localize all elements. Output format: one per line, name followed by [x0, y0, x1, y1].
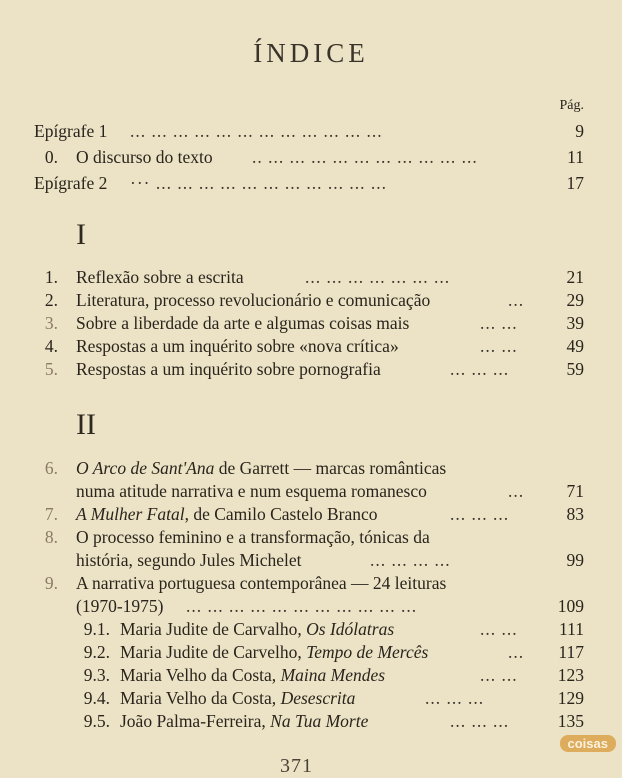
entry-dots: ... ...	[480, 336, 518, 356]
entry-dots: ... ... ...	[450, 504, 510, 524]
entry-dots: ... ...	[480, 665, 518, 685]
entry-title-rest: Maria Velho da Costa,	[120, 688, 281, 708]
entry-title: história, segundo Jules Michelet	[76, 550, 302, 570]
toc-entry[interactable]	[0, 172, 622, 194]
entry-dots: ... ... ... ...	[370, 550, 451, 570]
entry-title: Sobre a liberdade da arte e algumas coisas mais	[76, 313, 410, 333]
entry-number: 9.	[44, 573, 58, 593]
entry-dots: ... ...	[480, 313, 518, 333]
entry-title-rest: , de Camilo Castelo Branco	[184, 504, 378, 524]
section-heading-ii: II	[76, 408, 96, 441]
toc-entry[interactable]	[0, 266, 622, 288]
entry-title-rest: Maria Judite de Carvelho,	[120, 642, 307, 662]
toc-entry[interactable]	[0, 289, 622, 311]
entry-title: numa atitude narrativa e num esquema romanesco	[76, 481, 427, 501]
entry-dots: ...	[508, 481, 525, 501]
entry-page: 99	[566, 550, 584, 570]
toc-entry[interactable]	[0, 312, 622, 334]
entry-title-rest: João Palma-Ferreira,	[120, 711, 271, 731]
entry-title: A narrativa portuguesa contemporânea — 24 leituras	[76, 573, 447, 593]
section-heading-i: I	[76, 218, 86, 251]
entry-title: Respostas a um inquérito sobre «nova crítica»	[76, 336, 399, 356]
entry-title	[120, 664, 385, 686]
toc-entry[interactable]	[0, 120, 622, 142]
entry-number: 0.	[44, 147, 58, 167]
page-title: ÍNDICE	[253, 38, 369, 68]
entry-number: 3.	[44, 313, 58, 333]
page-column-label: Pág.	[559, 98, 584, 113]
entry-page: 111	[559, 619, 584, 639]
toc-entry[interactable]	[0, 641, 622, 663]
entry-title-rest: de Garrett — marcas românticas	[214, 458, 447, 478]
entry-dots: .. ... ... ... ... ... ... ... ... ... ...	[252, 147, 478, 167]
toc-entry[interactable]	[0, 710, 622, 732]
entry-dots: ··· ... ... ... ... ... ... ... ... ... ... ...	[130, 173, 387, 193]
entry-title: Reflexão sobre a escrita	[76, 267, 244, 287]
toc-entry[interactable]	[0, 687, 622, 709]
entry-title-rest: Maria Judite de Carvalho,	[120, 619, 307, 639]
entry-italic-title: Os Idólatras	[306, 619, 395, 639]
entry-page: 39	[566, 313, 584, 333]
entry-page: 109	[557, 596, 584, 616]
entry-title: (1970-1975)	[76, 596, 164, 616]
entry-title	[120, 641, 428, 663]
entry-page: 135	[557, 711, 584, 731]
toc-entry[interactable]	[0, 358, 622, 380]
entry-title	[120, 687, 355, 709]
entry-title: Literatura, processo revolucionário e comunicação	[76, 290, 431, 310]
entry-dots: ... ... ...	[425, 688, 485, 708]
entry-dots: ... ...	[480, 619, 518, 639]
toc-entry-continued[interactable]	[0, 480, 622, 502]
entry-page: 9	[575, 121, 584, 141]
entry-number: 4.	[44, 336, 58, 356]
entry-title	[76, 503, 378, 525]
entry-dots: ... ... ... ... ... ... ... ... ... ... ...	[186, 596, 418, 616]
toc-entry[interactable]	[0, 618, 622, 640]
watermark-logo: coisas	[560, 735, 616, 752]
entry-page: 21	[566, 267, 584, 287]
toc-entry[interactable]	[0, 457, 622, 479]
entry-title: Epígrafe 1	[34, 121, 108, 141]
toc-entry[interactable]	[0, 572, 622, 594]
entry-dots: ... ... ...	[450, 711, 510, 731]
entry-italic-title: Maina Mendes	[280, 665, 386, 685]
entry-page: 17	[566, 173, 584, 193]
entry-italic-title: O Arco de Sant'Ana	[76, 458, 215, 478]
entry-italic-title: Na Tua Morte	[270, 711, 369, 731]
toc-entry-continued[interactable]	[0, 549, 622, 571]
footer-page-number: 371	[280, 755, 313, 777]
entry-page: 11	[567, 147, 584, 167]
entry-page: 71	[566, 481, 584, 501]
entry-page: 83	[566, 504, 584, 524]
entry-dots: ... ... ... ... ... ... ... ... ... ... ... ...	[130, 121, 383, 141]
entry-page: 59	[566, 359, 584, 379]
entry-number: 5.	[44, 359, 58, 379]
entry-number: 9.4.	[83, 688, 110, 708]
toc-entry[interactable]	[0, 503, 622, 525]
toc-entry[interactable]	[0, 146, 622, 168]
entry-dots: ...	[508, 642, 525, 662]
entry-dots: ...	[508, 290, 525, 310]
entry-number: 2.	[44, 290, 58, 310]
toc-entry[interactable]	[0, 664, 622, 686]
toc-entry[interactable]	[0, 526, 622, 548]
entry-page: 29	[566, 290, 584, 310]
entry-title	[120, 710, 368, 732]
entry-number: 9.3.	[83, 665, 110, 685]
entry-italic-title: Tempo de Mercês	[306, 642, 429, 662]
entry-page: 117	[558, 642, 584, 662]
entry-page: 123	[557, 665, 584, 685]
toc-entry-continued[interactable]	[0, 595, 622, 617]
entry-number: 6.	[44, 458, 58, 478]
entry-number: 7.	[44, 504, 58, 524]
entry-page: 49	[566, 336, 584, 356]
entry-number: 9.5.	[83, 711, 110, 731]
entry-title	[76, 457, 446, 479]
entry-italic-title: Desescrita	[280, 688, 356, 708]
entry-title: O discurso do texto	[76, 147, 213, 167]
entry-title: Respostas a um inquérito sobre pornografia	[76, 359, 381, 379]
entry-dots: ... ... ...	[450, 359, 510, 379]
entry-title	[120, 618, 394, 640]
entry-italic-title: A Mulher Fatal	[76, 504, 185, 524]
entry-number: 8.	[44, 527, 58, 547]
entry-number: 9.1.	[83, 619, 110, 639]
entry-number: 1.	[44, 267, 58, 287]
entry-dots: ... ... ... ... ... ... ...	[305, 267, 451, 287]
entry-page: 129	[557, 688, 584, 708]
entry-title: Epígrafe 2	[34, 173, 108, 193]
entry-number: 9.2.	[83, 642, 110, 662]
entry-title-rest: Maria Velho da Costa,	[120, 665, 281, 685]
toc-entry[interactable]	[0, 335, 622, 357]
entry-title: O processo feminino e a transformação, tónicas da	[76, 527, 430, 547]
